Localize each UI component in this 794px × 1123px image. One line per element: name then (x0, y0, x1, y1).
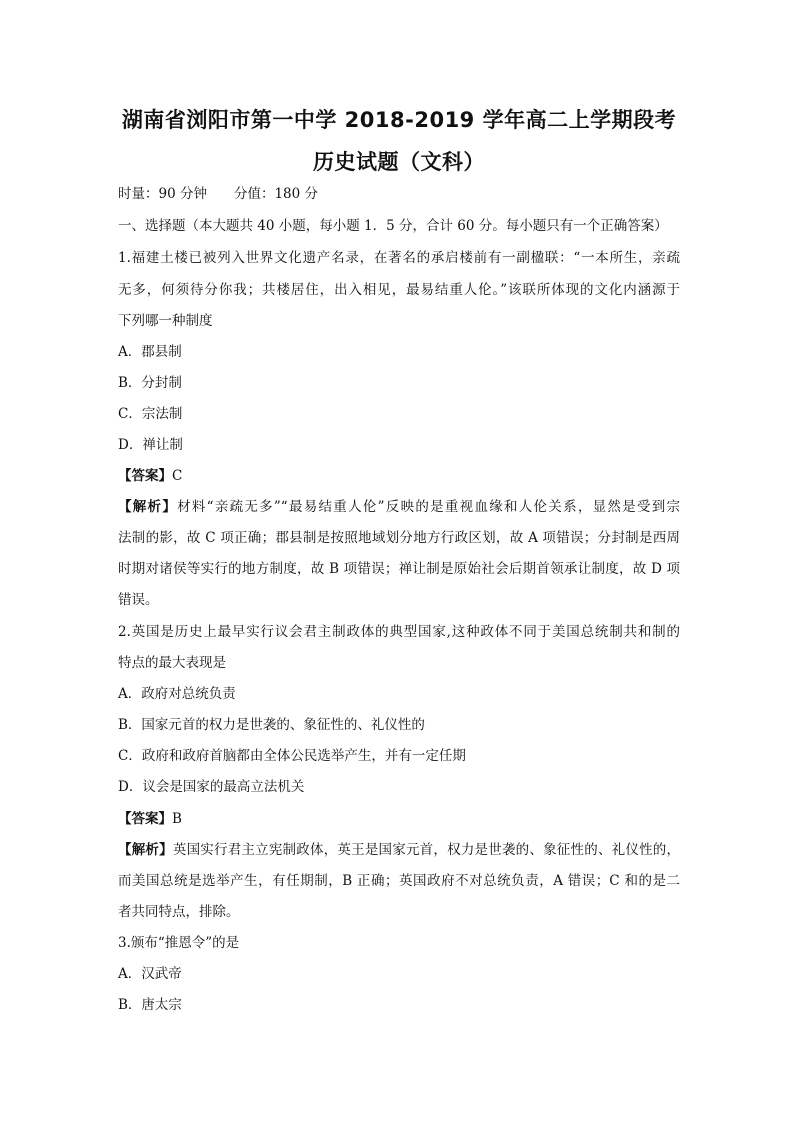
analysis-text: 英国实行君主立宪制政体，英王是国家元首，权力是世袭的、象征性的、礼仪性的， (172, 842, 681, 858)
analysis-text: 材料“亲疏无多”“最易结重人伦”反映的是重视血缘和人伦关系，显然是受到宗 (177, 499, 680, 515)
answer-tag: 【答案】 (118, 811, 172, 827)
question-1-option-d: D．禅让制 (118, 437, 183, 453)
question-1-stem-line-1: 1.福建土楼已被列入世界文化遗产名录，在著名的承启楼前有一副楹联：“一本所生，亲疏 (118, 250, 680, 266)
analysis-tag: 【解析】 (118, 842, 173, 858)
question-1-analysis-line-2: 法制的影，故 C 项正确；郡县制是按照地域划分地方行政区划，故 A 项错误；分封制是西周 (118, 530, 680, 546)
question-2-option-c: C．政府和政府首脑都由全体公民选举产生，并有一定任期 (118, 748, 466, 764)
exam-subtitle: 历史试题（文科） (313, 150, 485, 174)
question-1-option-a: A．郡县制 (118, 344, 182, 360)
question-1-analysis-line-3: 时期对诸侯等实行的地方制度，故 B 项错误；禅让制是原始社会后期首领承让制度，故 D 项 (118, 561, 680, 577)
answer-value: C (172, 468, 183, 484)
question-2-analysis-line-2: 而美国总统是选举产生，有任期制，B 正确；英国政府不对总统负责，A 错误；C 和的是二 (118, 873, 680, 889)
question-2-option-a: A．政府对总统负责 (118, 686, 236, 702)
question-2-stem-line-2: 特点的最大表现是 (118, 655, 226, 671)
exam-meta: 时量：90 分钟 分值：180 分 (118, 186, 319, 202)
section-heading: 一、选择题（本大题共 40 小题，每小题 1．5 分，合计 60 分。每小题只有一个正确答案） (118, 218, 668, 234)
question-1-option-c: C．宗法制 (118, 406, 183, 422)
question-2-analysis-line-3: 者共同特点，排除。 (118, 904, 240, 920)
question-2-analysis-line-1 (118, 840, 680, 860)
answer-value: B (172, 811, 182, 827)
answer-tag: 【答案】 (118, 468, 172, 484)
question-1-option-b: B．分封制 (118, 375, 182, 391)
exam-title: 湖南省浏阳市第一中学 2018-2019 学年高二上学期段考 (121, 108, 677, 132)
question-2-option-b: B．国家元首的权力是世袭的、象征性的、礼仪性的 (118, 717, 425, 733)
question-2-answer (118, 809, 680, 829)
question-2-option-d: D．议会是国家的最高立法机关 (118, 779, 305, 795)
question-3-stem-line-1: 3.颁布“推恩令”的是 (118, 935, 240, 951)
question-2-stem-line-1: 2.英国是历史上最早实行议会君主制政体的典型国家,这种政体不同于美国总统制共和制的 (118, 624, 680, 640)
question-3-option-b: B．唐太宗 (118, 997, 182, 1013)
question-1-analysis-line-1 (118, 497, 680, 517)
question-1-answer (118, 466, 680, 486)
question-1-stem-line-3: 下列哪一种制度 (118, 313, 213, 329)
question-3-option-a: A．汉武帝 (118, 966, 182, 982)
analysis-tag: 【解析】 (118, 499, 178, 515)
question-1-analysis-line-4: 错误。 (118, 592, 159, 608)
question-1-stem-line-2: 无多，何须待分你我；共楼居住，出入相见，最易结重人伦。”该联所体现的文化内涵源于 (118, 282, 680, 298)
